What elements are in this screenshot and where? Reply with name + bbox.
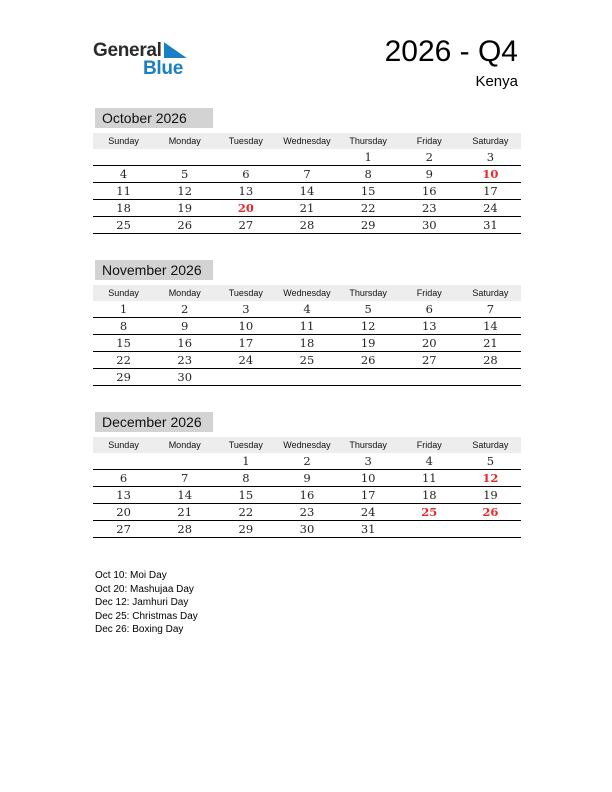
date-cell: 17 <box>215 335 276 352</box>
date-cell: 4 <box>93 166 154 183</box>
weekday-header-row <box>93 133 521 149</box>
date-cell: 31 <box>338 521 399 538</box>
weekday-header: Sunday <box>93 285 154 301</box>
weekday-header: Saturday <box>460 133 521 149</box>
date-cell: 8 <box>338 166 399 183</box>
calendar-body-december <box>93 453 521 538</box>
logo-triangle-icon <box>164 42 187 58</box>
date-cell: 21 <box>154 504 215 521</box>
month-december <box>93 412 521 538</box>
calendar-body-october <box>93 149 521 234</box>
date-cell: 9 <box>276 470 337 487</box>
logo-text-blue: Blue <box>143 58 183 79</box>
date-cell: 9 <box>399 166 460 183</box>
weekday-header: Friday <box>399 133 460 149</box>
empty-date-cell <box>215 149 276 166</box>
date-cell: 5 <box>460 453 521 470</box>
empty-date-cell <box>399 369 460 386</box>
calendar-table-october <box>93 133 521 234</box>
date-cell: 14 <box>276 183 337 200</box>
date-cell: 8 <box>93 318 154 335</box>
weekday-header-row <box>93 437 521 453</box>
date-cell: 19 <box>460 487 521 504</box>
date-cell: 7 <box>460 301 521 318</box>
week-row <box>93 166 521 183</box>
empty-date-cell <box>93 149 154 166</box>
empty-date-cell <box>276 369 337 386</box>
date-cell: 14 <box>154 487 215 504</box>
date-cell: 18 <box>399 487 460 504</box>
date-cell: 26 <box>154 217 215 234</box>
date-cell: 2 <box>276 453 337 470</box>
weekday-header: Thursday <box>338 437 399 453</box>
date-cell: 18 <box>276 335 337 352</box>
week-row <box>93 335 521 352</box>
empty-date-cell <box>154 453 215 470</box>
date-cell: 11 <box>93 183 154 200</box>
weekday-header: Thursday <box>338 133 399 149</box>
calendar-table-november <box>93 285 521 386</box>
empty-date-cell <box>460 521 521 538</box>
date-cell: 15 <box>338 183 399 200</box>
weekday-header: Saturday <box>460 285 521 301</box>
date-cell: 20 <box>215 200 276 217</box>
logo-text-general: General <box>93 40 162 61</box>
weekday-header: Wednesday <box>276 437 337 453</box>
date-cell: 16 <box>399 183 460 200</box>
week-row <box>93 369 521 386</box>
date-cell: 29 <box>215 521 276 538</box>
date-cell: 3 <box>338 453 399 470</box>
date-cell: 28 <box>276 217 337 234</box>
month-november <box>93 260 521 386</box>
empty-date-cell <box>338 369 399 386</box>
weekday-header: Sunday <box>93 437 154 453</box>
empty-date-cell <box>276 149 337 166</box>
week-row <box>93 149 521 166</box>
date-cell: 1 <box>338 149 399 166</box>
weekday-header: Monday <box>154 285 215 301</box>
date-cell: 27 <box>215 217 276 234</box>
empty-date-cell <box>154 149 215 166</box>
date-cell: 25 <box>276 352 337 369</box>
date-cell: 30 <box>154 369 215 386</box>
date-cell: 10 <box>215 318 276 335</box>
weekday-header: Monday <box>154 437 215 453</box>
date-cell: 12 <box>460 470 521 487</box>
date-cell: 30 <box>276 521 337 538</box>
weekday-header: Saturday <box>460 437 521 453</box>
calendar-table-december <box>93 437 521 538</box>
weekday-header: Tuesday <box>215 437 276 453</box>
month-october <box>93 108 521 234</box>
date-cell: 17 <box>338 487 399 504</box>
date-cell: 6 <box>93 470 154 487</box>
date-cell: 2 <box>399 149 460 166</box>
week-row <box>93 470 521 487</box>
date-cell: 24 <box>338 504 399 521</box>
date-cell: 13 <box>215 183 276 200</box>
holiday-item: Dec 25: Christmas Day <box>95 610 198 622</box>
month-title-october: October 2026 <box>95 108 213 128</box>
date-cell: 6 <box>399 301 460 318</box>
months-container <box>93 108 521 538</box>
date-cell: 19 <box>338 335 399 352</box>
date-cell: 22 <box>215 504 276 521</box>
week-row <box>93 183 521 200</box>
general-blue-logo <box>93 40 187 80</box>
date-cell: 11 <box>399 470 460 487</box>
weekday-header: Thursday <box>338 285 399 301</box>
date-cell: 20 <box>399 335 460 352</box>
date-cell: 8 <box>215 470 276 487</box>
empty-date-cell <box>460 369 521 386</box>
date-cell: 6 <box>215 166 276 183</box>
date-cell: 22 <box>338 200 399 217</box>
date-cell: 5 <box>338 301 399 318</box>
date-cell: 27 <box>93 521 154 538</box>
date-cell: 26 <box>338 352 399 369</box>
holiday-item: Dec 12: Jamhuri Day <box>95 597 189 609</box>
date-cell: 5 <box>154 166 215 183</box>
week-row <box>93 521 521 538</box>
weekday-header: Tuesday <box>215 285 276 301</box>
date-cell: 28 <box>460 352 521 369</box>
date-cell: 16 <box>154 335 215 352</box>
weekday-header: Wednesday <box>276 285 337 301</box>
page-subtitle: Kenya <box>475 72 518 90</box>
calendar-body-november <box>93 301 521 386</box>
date-cell: 1 <box>215 453 276 470</box>
date-cell: 1 <box>93 301 154 318</box>
date-cell: 12 <box>338 318 399 335</box>
date-cell: 28 <box>154 521 215 538</box>
date-cell: 9 <box>154 318 215 335</box>
date-cell: 21 <box>460 335 521 352</box>
date-cell: 16 <box>276 487 337 504</box>
empty-date-cell <box>215 369 276 386</box>
date-cell: 19 <box>154 200 215 217</box>
weekday-header: Sunday <box>93 133 154 149</box>
date-cell: 3 <box>460 149 521 166</box>
weekday-header: Monday <box>154 133 215 149</box>
date-cell: 20 <box>93 504 154 521</box>
date-cell: 23 <box>276 504 337 521</box>
date-cell: 13 <box>93 487 154 504</box>
week-row <box>93 453 521 470</box>
date-cell: 15 <box>215 487 276 504</box>
date-cell: 15 <box>93 335 154 352</box>
date-cell: 18 <box>93 200 154 217</box>
title-block <box>385 36 518 90</box>
weekday-header: Friday <box>399 437 460 453</box>
date-cell: 30 <box>399 217 460 234</box>
week-row <box>93 301 521 318</box>
date-cell: 13 <box>399 318 460 335</box>
date-cell: 22 <box>93 352 154 369</box>
date-cell: 4 <box>399 453 460 470</box>
date-cell: 29 <box>338 217 399 234</box>
weekday-header-row <box>93 285 521 301</box>
holiday-item: Oct 10: Moi Day <box>95 570 167 581</box>
date-cell: 25 <box>93 217 154 234</box>
empty-date-cell <box>399 521 460 538</box>
week-row <box>93 318 521 335</box>
empty-date-cell <box>93 453 154 470</box>
week-row <box>93 200 521 217</box>
date-cell: 27 <box>399 352 460 369</box>
week-row <box>93 504 521 521</box>
date-cell: 14 <box>460 318 521 335</box>
date-cell: 3 <box>215 301 276 318</box>
date-cell: 23 <box>399 200 460 217</box>
week-row <box>93 352 521 369</box>
date-cell: 26 <box>460 504 521 521</box>
weekday-header: Friday <box>399 285 460 301</box>
date-cell: 31 <box>460 217 521 234</box>
date-cell: 24 <box>215 352 276 369</box>
date-cell: 10 <box>460 166 521 183</box>
holiday-item: Dec 26: Boxing Day <box>95 624 184 636</box>
date-cell: 21 <box>276 200 337 217</box>
date-cell: 11 <box>276 318 337 335</box>
date-cell: 7 <box>154 470 215 487</box>
weekday-header: Tuesday <box>215 133 276 149</box>
holiday-item: Oct 20: Mashujaa Day <box>95 583 194 595</box>
week-row <box>93 217 521 234</box>
month-title-november: November 2026 <box>95 260 213 280</box>
date-cell: 29 <box>93 369 154 386</box>
date-cell: 2 <box>154 301 215 318</box>
date-cell: 24 <box>460 200 521 217</box>
date-cell: 4 <box>276 301 337 318</box>
month-title-december: December 2026 <box>95 412 213 432</box>
date-cell: 23 <box>154 352 215 369</box>
date-cell: 25 <box>399 504 460 521</box>
holiday-list <box>95 569 198 637</box>
date-cell: 17 <box>460 183 521 200</box>
date-cell: 7 <box>276 166 337 183</box>
week-row <box>93 487 521 504</box>
weekday-header: Wednesday <box>276 133 337 149</box>
date-cell: 12 <box>154 183 215 200</box>
page-title: 2026 - Q4 <box>384 35 518 68</box>
date-cell: 10 <box>338 470 399 487</box>
